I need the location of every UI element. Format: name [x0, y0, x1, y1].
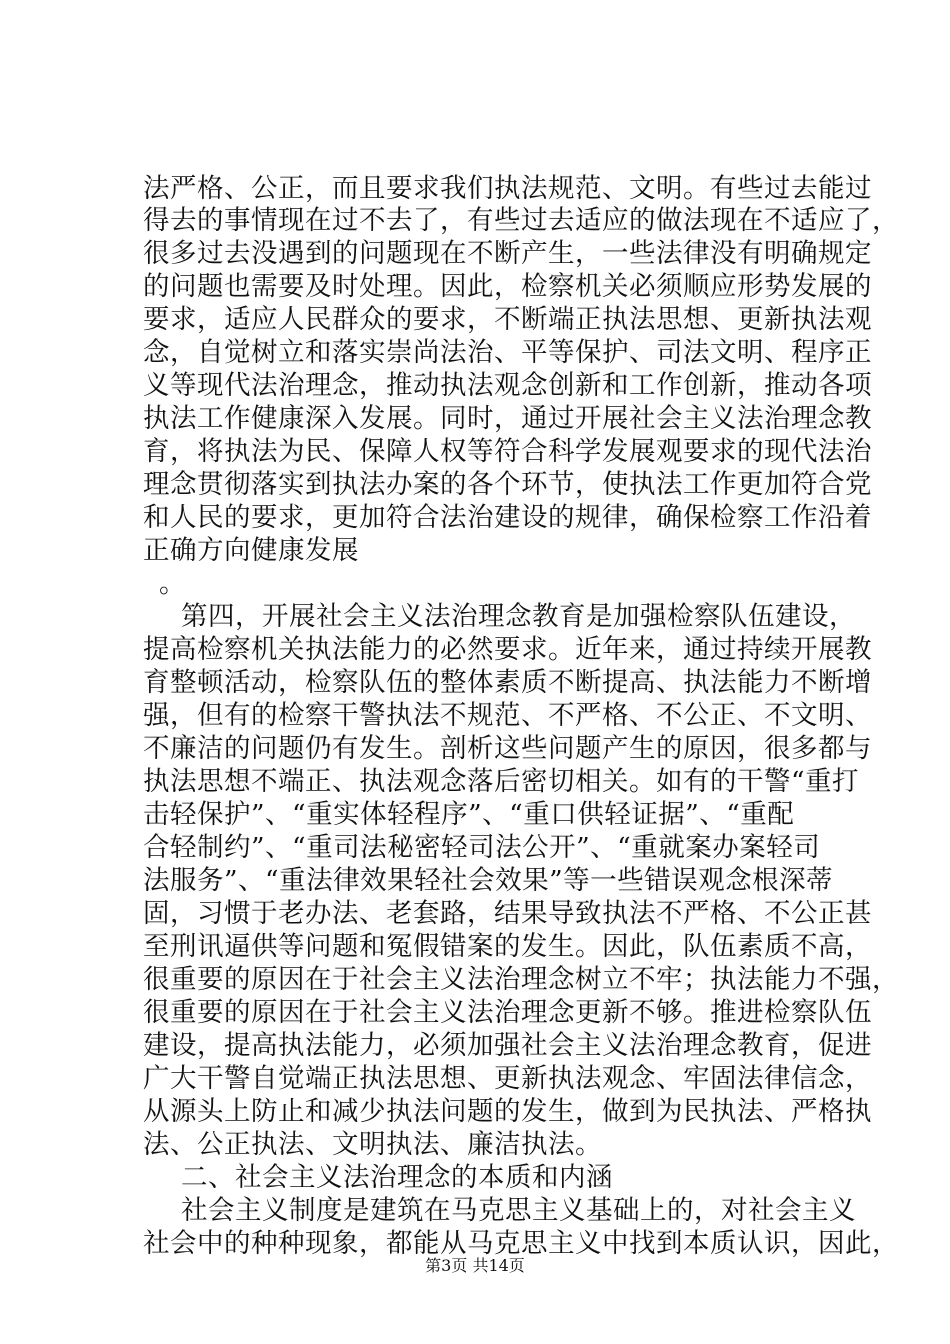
text-line: 不廉洁的问题仍有发生。剖析这些问题产生的原因，很多都与	[143, 733, 872, 764]
text-line: 要求，适应人民群众的要求，不断端正执法思想、更新执法观	[143, 304, 872, 335]
text-line: 合轻制约”、“重司法秘密轻司法公开”、“重就案办案轻司	[143, 832, 821, 863]
text-line: 广大干警自觉端正执法思想、更新执法观念、牢固法律信念，	[143, 1063, 872, 1094]
text-line: 念，自觉树立和落实崇尚法治、平等保护、司法文明、程序正	[143, 337, 872, 368]
text-line: 法、公正执法、文明执法、廉洁执法。	[143, 1129, 602, 1160]
section-heading: 二、社会主义法治理念的本质和内涵	[181, 1162, 613, 1193]
text-line: 从源头上防止和减少执法问题的发生，做到为民执法、严格执	[143, 1096, 872, 1127]
text-line: 和人民的要求，更加符合法治建设的规律，确保检察工作沿着	[143, 502, 872, 533]
text-line: 很重要的原因在于社会主义法治理念树立不牢；执法能力不强，	[143, 964, 899, 995]
text-line: 。	[159, 568, 186, 599]
text-line: 义等现代法治理念，推动执法观念创新和工作创新，推动各项	[143, 370, 872, 401]
text-line: 社会中的种种现象，都能从马克思主义中找到本质认识，因此，	[143, 1228, 899, 1259]
text-line: 固，习惯于老办法、老套路，结果导致执法不严格、不公正甚	[143, 898, 872, 929]
text-line: 很重要的原因在于社会主义法治理念更新不够。推进检察队伍	[143, 997, 872, 1028]
text-line: 击轻保护”、“重实体轻程序”、“重口供轻证据”、“重配	[143, 799, 795, 830]
text-line: 育整顿活动，检察队伍的整体素质不断提高、执法能力不断增	[143, 667, 872, 698]
paragraph-start-line: 社会主义制度是建筑在马克思主义基础上的，对社会主义	[181, 1195, 856, 1226]
text-line: 建设，提高执法能力，必须加强社会主义法治理念教育，促进	[143, 1030, 872, 1061]
text-line: 正确方向健康发展	[143, 535, 359, 566]
text-line: 至刑讯逼供等问题和冤假错案的发生。因此，队伍素质不高，	[143, 931, 872, 962]
page-number-footer: 第3页 共14页	[425, 1256, 525, 1275]
text-line: 法服务”、“重法律效果轻社会效果”等一些错误观念根深蒂	[143, 865, 834, 896]
text-line: 理念贯彻落实到执法办案的各个环节，使执法工作更加符合党	[143, 469, 872, 500]
text-line: 得去的事情现在过不去了，有些过去适应的做法现在不适应了，	[143, 205, 899, 236]
text-line: 的问题也需要及时处理。因此，检察机关必须顺应形势发展的	[143, 271, 872, 302]
paragraph-start-line: 第四，开展社会主义法治理念教育是加强检察队伍建设，	[181, 601, 856, 632]
text-line: 执法工作健康深入发展。同时，通过开展社会主义法治理念教	[143, 403, 872, 434]
text-line: 很多过去没遇到的问题现在不断产生，一些法律没有明确规定	[143, 238, 872, 269]
text-line: 法严格、公正，而且要求我们执法规范、文明。有些过去能过	[143, 173, 872, 204]
text-line: 强，但有的检察干警执法不规范、不严格、不公正、不文明、	[143, 700, 872, 731]
text-line: 提高检察机关执法能力的必然要求。近年来，通过持续开展教	[143, 634, 872, 665]
text-line: 执法思想不端正、执法观念落后密切相关。如有的干警“重打	[143, 766, 860, 797]
text-line: 育，将执法为民、保障人权等符合科学发展观要求的现代法治	[143, 436, 872, 467]
